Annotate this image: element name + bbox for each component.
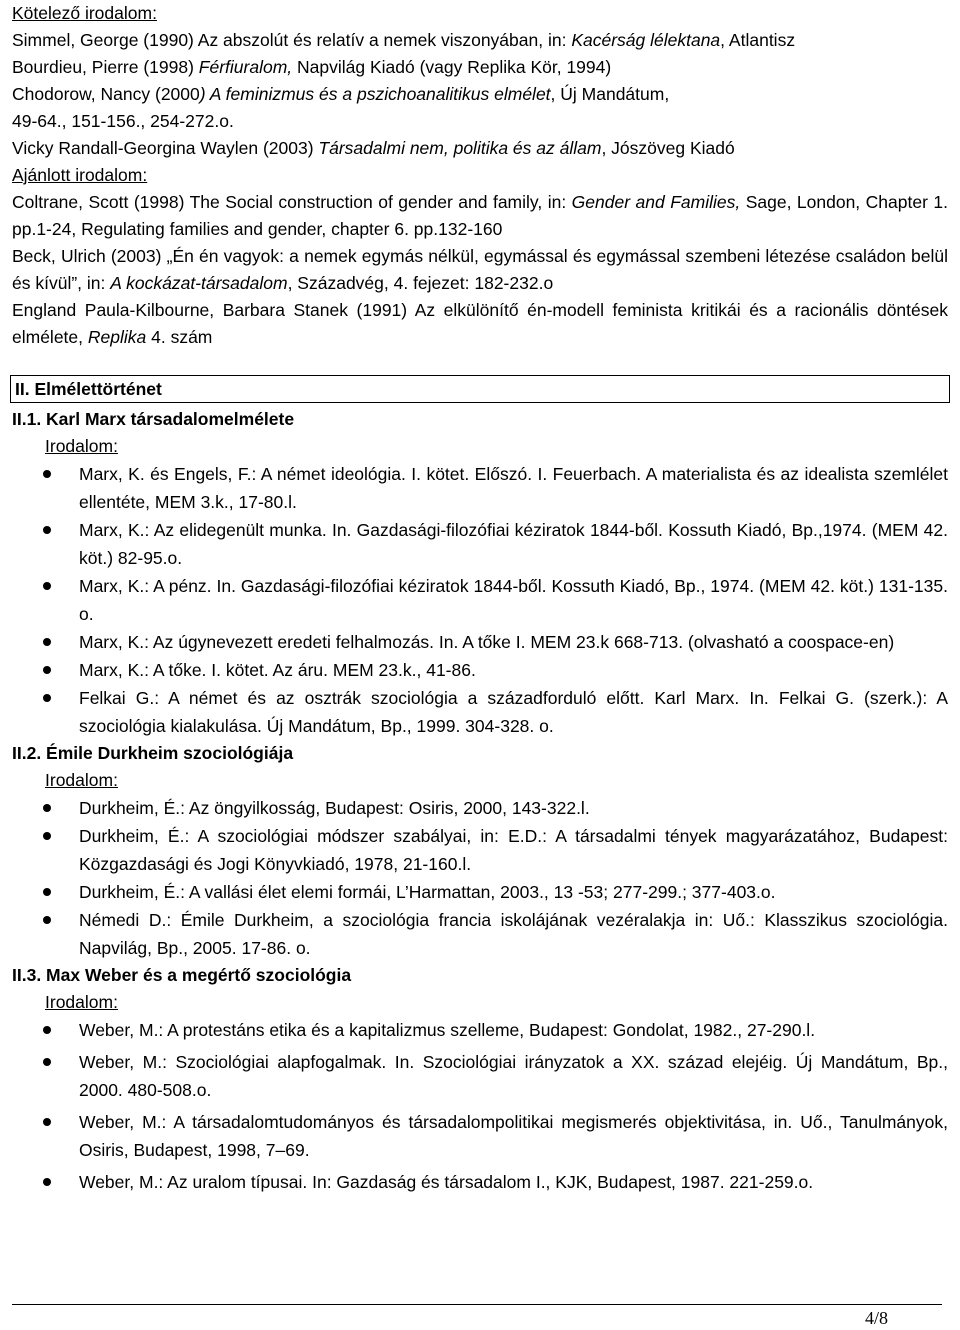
list-item: Némedi D.: Émile Durkheim, a szociológia francia iskolájának vezéralakja in: Uő.: Klasszikus szociológia. Napvilág, Bp., 2005. 17-86. o. bbox=[12, 906, 948, 962]
bullet-icon bbox=[43, 1178, 51, 1186]
ref-text: Beck, Ulrich (2003) „Én én vagyok: a nemek egymás nélkül, egymással és egymással szembeni létezése családon belül és kívül”, in: bbox=[12, 246, 948, 293]
required-reading-heading: Kötelező irodalom: bbox=[12, 3, 157, 23]
list-item: Durkheim, É.: Az öngyilkosság, Budapest: Osiris, 2000, 143-322.l. bbox=[12, 794, 948, 822]
bullet-icon bbox=[43, 638, 51, 646]
recommended-reading-heading: Ajánlott irodalom: bbox=[12, 165, 148, 185]
list-item: Marx, K.: A pénz. In. Gazdasági-filozófiai kéziratok 1844-ből. Kossuth Kiadó, Bp., 1974. (MEM 42. köt.) 131-135. o. bbox=[12, 572, 948, 628]
bullet-icon bbox=[43, 694, 51, 702]
ref-text: Napvilág Kiadó (vagy Replika Kör, 1994) bbox=[292, 57, 612, 77]
literature-label: Irodalom: bbox=[45, 770, 118, 790]
subsection-title-weber: II.3. Max Weber és a megértő szociológia bbox=[12, 965, 352, 985]
ref-title: Kacérság lélektana bbox=[571, 30, 721, 50]
document-page bbox=[12, 0, 948, 1200]
ref-title: A kockázat-társadalom bbox=[110, 273, 288, 293]
list-item: Marx, K. és Engels, F.: A német ideológia. I. kötet. Előszó. I. Feuerbach. A materialista és az idealista szemlélet ellentéte, MEM 3.k., 17-80.l. bbox=[12, 460, 948, 516]
bullet-icon bbox=[43, 1118, 51, 1126]
ref-bourdieu bbox=[12, 54, 948, 81]
ref-title: Gender and Families, bbox=[571, 192, 741, 212]
ref-text: , Jószöveg Kiadó bbox=[601, 138, 735, 158]
literature-label: Irodalom: bbox=[45, 436, 118, 456]
ref-text: Bourdieu, Pierre (1998) bbox=[12, 57, 199, 77]
ref-title: Társadalmi nem, politika és az állam bbox=[318, 138, 602, 158]
list-item: Weber, M.: A társadalomtudományos és társadalompolitikai megismerés objektivitása, in. Uő., Tanulmányok, Osiris, Budapest, 1998, 7–69. bbox=[12, 1108, 948, 1164]
ref-chodorow-pages: 49-64., 151-156., 254-272.o. bbox=[12, 111, 234, 131]
ref-england bbox=[12, 297, 948, 351]
subsection-title-marx: II.1. Karl Marx társadalomelmélete bbox=[12, 409, 295, 429]
bullet-icon bbox=[43, 804, 51, 812]
ref-text: Sage, London, Chapter 1. pp.1-24, Regulating families and gender, chapter 6. pp.132-160 bbox=[12, 192, 948, 239]
list-item: Weber, M.: A protestáns etika és a kapitalizmus szelleme, Budapest: Gondolat, 1982., 27-290.l. bbox=[12, 1016, 948, 1044]
ref-vicky bbox=[12, 135, 948, 162]
list-item: Weber, M.: Szociológiai alapfogalmak. In. Szociológiai irányzatok a XX. század elejéig. Új Mandátum, Bp., 2000. 480-508.o. bbox=[12, 1048, 948, 1104]
page-number: 4/8 bbox=[864, 1308, 888, 1328]
bullet-icon bbox=[43, 832, 51, 840]
ref-coltrane bbox=[12, 189, 948, 243]
bullet-icon bbox=[43, 916, 51, 924]
durkheim-bibliography-list bbox=[12, 794, 948, 962]
list-item: Durkheim, É.: A szociológiai módszer szabályai, in: E.D.: A társadalmi tények magyarázatához, Budapest: Közgazdasági és Jogi Könyvkiadó, 1978, 21-160.l. bbox=[12, 822, 948, 878]
list-item: Marx, K.: Az úgynevezett eredeti felhalmozás. In. A tőke I. MEM 23.k 668-713. (olvasható a coospace-en) bbox=[12, 628, 948, 656]
bullet-icon bbox=[43, 470, 51, 478]
list-item: Weber, M.: Az uralom típusai. In: Gazdaság és társadalom I., KJK, Budapest, 1987. 221-259.o. bbox=[12, 1168, 948, 1196]
ref-title: Férfiuralom, bbox=[198, 57, 293, 77]
ref-chodorow bbox=[12, 81, 948, 108]
bullet-icon bbox=[43, 526, 51, 534]
ref-text: , Atlantisz bbox=[720, 30, 796, 50]
ref-text: Vicky Randall-Georgina Waylen (2003) bbox=[12, 138, 319, 158]
bullet-icon bbox=[43, 582, 51, 590]
ref-title: Replika bbox=[87, 327, 147, 347]
bullet-icon bbox=[43, 1058, 51, 1066]
literature-label: Irodalom: bbox=[45, 992, 118, 1012]
bullet-icon bbox=[43, 888, 51, 896]
ref-text: Simmel, George (1990) Az abszolút és relatív a nemek viszonyában, in: bbox=[12, 30, 572, 50]
section-heading-box: II. Elmélettörténet bbox=[10, 375, 950, 403]
bullet-icon bbox=[43, 1026, 51, 1034]
ref-text: Chodorow, Nancy (2000 bbox=[12, 84, 200, 104]
ref-text: Coltrane, Scott (1998) The Social construction of gender and family, in: bbox=[12, 192, 572, 212]
list-item: Marx, K.: A tőke. I. kötet. Az áru. MEM 23.k., 41-86. bbox=[12, 656, 948, 684]
list-item: Durkheim, É.: A vallási élet elemi formái, L’Harmattan, 2003., 13 -53; 277-299.; 377-403.o. bbox=[12, 878, 948, 906]
ref-text: , Új Mandátum, bbox=[550, 84, 670, 104]
ref-beck bbox=[12, 243, 948, 297]
marx-bibliography-list bbox=[12, 460, 948, 740]
list-item: Marx, K.: Az elidegenült munka. In. Gazdasági-filozófiai kéziratok 1844-ből. Kossuth Kiadó, Bp.,1974. (MEM 42. köt.) 82-95.o. bbox=[12, 516, 948, 572]
ref-text: 4. szám bbox=[146, 327, 213, 347]
bullet-icon bbox=[43, 666, 51, 674]
ref-text: , Századvég, 4. fejezet: 182-232.o bbox=[287, 273, 554, 293]
ref-simmel bbox=[12, 27, 948, 54]
subsection-title-durkheim: II.2. Émile Durkheim szociológiája bbox=[12, 743, 294, 763]
ref-title: ) A feminizmus és a pszichoanalitikus elmélet bbox=[199, 84, 551, 104]
ref-text: England Paula-Kilbourne, Barbara Stanek (1991) Az elkülönítő én-modell feminista kritikái és a racionális döntések elmélete, bbox=[12, 300, 948, 347]
weber-bibliography-list bbox=[12, 1016, 948, 1196]
footer-divider bbox=[12, 1304, 942, 1305]
list-item: Felkai G.: A német és az osztrák szociológia a századforduló előtt. Karl Marx. In. Felkai G. (szerk.): A szociológia kialakulása. Új Mandátum, Bp., 1999. 304-328. o. bbox=[12, 684, 948, 740]
